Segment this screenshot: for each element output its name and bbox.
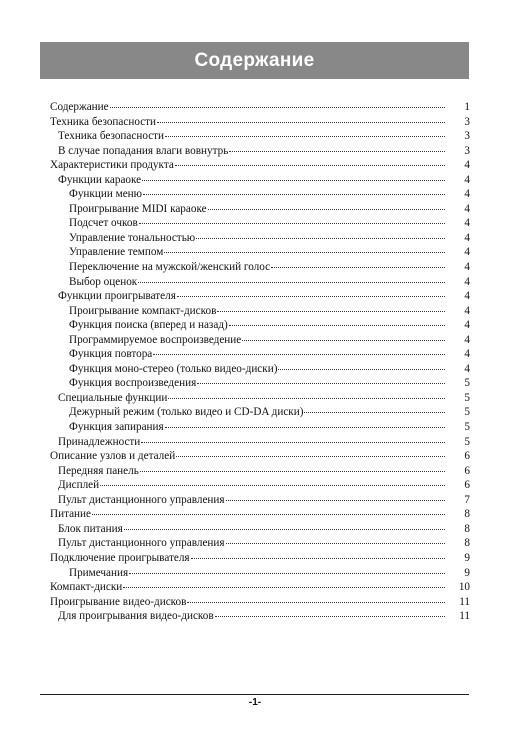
toc-entry[interactable] [50,216,470,231]
toc-leader-dots [304,404,445,413]
toc-entry-title: Принадлежности [58,435,141,448]
toc-leader-dots [157,114,445,123]
toc-entry-page: 3 [464,130,470,143]
toc-entry-page: 8 [464,508,470,521]
toc-entry-page: 6 [464,479,470,492]
toc-leader-dots [187,594,445,603]
toc-entry-title: Содержание [50,101,109,113]
toc-leader-dots [196,230,445,239]
toc-entry-title: Переключение на мужской/женский голос [69,261,271,274]
toc-entry-page: 4 [464,173,470,186]
toc-entry[interactable] [50,609,470,624]
toc-entry-page: 7 [464,493,470,506]
toc-entry-title: Проигрывание MIDI караоке [69,202,207,215]
toc-entry-title: Передняя панель [58,464,139,477]
toc-leader-dots [123,579,445,588]
toc-entry-page: 5 [464,377,470,390]
toc-leader-dots [138,274,445,283]
toc-entry-page: 4 [464,217,470,230]
toc-entry-page: 3 [464,144,470,157]
toc-leader-dots [176,448,445,457]
toc-entry[interactable] [50,435,470,450]
page-number: -1- [248,697,262,708]
toc-entry[interactable] [50,158,470,173]
toc-entry-page: 9 [464,566,470,579]
toc-entry[interactable] [50,333,470,348]
toc-entry[interactable] [50,115,470,130]
toc-entry[interactable] [50,173,470,188]
toc-leader-dots [229,317,445,326]
toc-entry-title: Техника безопасности [58,130,165,143]
toc-leader-dots [165,419,445,428]
toc-entry-title: Пульт дистанционного управления [58,537,225,550]
toc-entry-title: В случае попадания влаги вовнутрь [58,144,229,157]
toc-entry-page: 4 [464,362,470,375]
toc-entry[interactable] [50,580,470,595]
toc-entry-title: Дисплей [58,479,100,492]
toc-entry-title: Подсчет очков [69,217,138,230]
toc-entry[interactable] [50,522,470,537]
toc-entry[interactable] [50,405,470,420]
toc-entry[interactable] [50,245,470,260]
toc-entry-title: Управление тональностью [69,231,196,244]
toc-entry-title: Техника безопасности [50,115,157,128]
toc-entry-page: 5 [464,421,470,434]
toc-entry-title: Дежурный режим (только видео и CD-DA диски) [69,406,304,419]
toc-leader-dots [215,608,445,617]
toc-leader-dots [153,346,445,355]
toc-entry[interactable] [50,144,470,159]
toc-leader-dots [175,157,445,166]
toc-entry-title: Пульт дистанционного управления [58,493,225,506]
toc-leader-dots [197,375,445,384]
toc-entry-title: Проигрывание компакт-дисков [69,304,217,317]
toc-entry[interactable] [50,391,470,406]
toc-entry-title: Питание [50,508,91,521]
toc-leader-dots [142,172,445,181]
toc-leader-dots [124,521,445,530]
toc-entry-page: 4 [464,246,470,259]
toc-entry-page: 4 [464,275,470,288]
toc-leader-dots [242,332,445,341]
toc-entry-page: 6 [464,450,470,463]
toc-entry-page: 5 [464,406,470,419]
toc-leader-dots [164,244,445,253]
toc-leader-dots [141,434,445,443]
toc-leader-dots [191,550,445,559]
toc-entry-title: Примечания [69,566,129,579]
toc-entry-page: 8 [464,522,470,535]
toc-leader-dots [271,259,445,268]
toc-entry[interactable] [50,566,470,581]
toc-entry-page: 6 [464,464,470,477]
toc-entry-page: 4 [464,202,470,215]
toc-leader-dots [278,361,445,370]
toc-entry-title: Управление темпом [69,246,164,259]
toc-entry-page: 8 [464,537,470,550]
toc-entry[interactable] [50,551,470,566]
toc-entry-title: Функция повтора [69,348,153,361]
toc-entry-page: 9 [464,551,470,564]
toc-entry[interactable] [50,362,470,377]
toc-entry[interactable] [50,289,470,304]
toc-leader-dots [165,128,445,137]
toc-entry-page: 4 [464,348,470,361]
toc-entry-title: Компакт-диски [50,581,123,594]
toc-entry[interactable] [50,595,470,610]
toc-leader-dots [208,201,445,210]
toc-entry-page: 1 [464,101,470,113]
footer-divider [40,694,469,695]
toc-entry-title: Функция запирания [69,421,164,434]
toc-entry-page: 5 [464,391,470,404]
toc-entry[interactable] [50,420,470,435]
toc-entry[interactable] [50,260,470,275]
toc-leader-dots [139,215,445,224]
toc-entry[interactable] [50,376,470,391]
toc-entry[interactable] [50,449,470,464]
table-of-contents [50,100,470,624]
toc-entry-page: 11 [459,610,470,623]
toc-entry-page: 4 [464,304,470,317]
toc-leader-dots [177,288,445,297]
toc-entry-page: 4 [464,159,470,172]
toc-entry[interactable] [50,187,470,202]
toc-leader-dots [110,99,445,108]
toc-entry-title: Программируемое воспроизведение [69,333,242,346]
toc-entry-title: Характеристики продукта [50,159,174,172]
toc-entry[interactable] [50,507,470,522]
toc-leader-dots [226,535,445,544]
toc-entry[interactable] [50,493,470,508]
toc-entry-title: Описание узлов и деталей [50,450,176,463]
toc-entry-title: Проигрывание видео-дисков [50,595,187,608]
toc-entry[interactable] [50,231,470,246]
toc-entry[interactable] [50,304,470,319]
toc-entry-title: Для проигрывания видео-дисков [58,610,214,623]
toc-leader-dots [168,390,445,399]
toc-entry[interactable] [50,536,470,551]
toc-leader-dots [229,143,445,152]
toc-entry[interactable] [50,347,470,362]
toc-entry-page: 4 [464,188,470,201]
toc-entry[interactable] [50,129,470,144]
toc-entry-title: Функция воспроизведения [69,377,197,390]
toc-entry-page: 4 [464,261,470,274]
toc-entry-title: Функция моно-стерео (только видео-диски) [69,362,278,375]
toc-leader-dots [129,565,445,574]
toc-entry-page: 4 [464,319,470,332]
toc-entry[interactable] [50,318,470,333]
page-title: Содержание [194,49,315,71]
toc-entry-page: 3 [464,115,470,128]
toc-leader-dots [226,492,445,501]
toc-entry-title: Функции меню [69,188,143,201]
toc-entry-title: Функции караоке [58,173,142,186]
toc-leader-dots [140,463,445,472]
toc-leader-dots [217,303,445,312]
title-bar [40,42,469,79]
toc-entry-page: 4 [464,231,470,244]
toc-leader-dots [100,477,445,486]
toc-entry[interactable] [50,275,470,290]
toc-entry[interactable] [50,464,470,479]
toc-entry-title: Специальные функции [58,391,168,404]
toc-entry-page: 5 [464,435,470,448]
toc-entry-title: Функция поиска (вперед и назад) [69,319,228,332]
toc-entry-title: Функции проигрывателя [58,290,176,303]
toc-entry[interactable] [50,202,470,217]
toc-entry-page: 11 [459,595,470,608]
toc-entry-title: Блок питания [58,522,123,535]
toc-entry[interactable] [50,100,470,115]
toc-entry[interactable] [50,478,470,493]
toc-entry-page: 4 [464,333,470,346]
toc-leader-dots [92,506,445,515]
toc-entry-title: Подключение проигрывателя [50,551,190,564]
toc-leader-dots [143,186,445,195]
toc-entry-page: 4 [464,290,470,303]
toc-entry-page: 10 [458,581,470,594]
toc-entry-title: Выбор оценок [69,275,138,288]
